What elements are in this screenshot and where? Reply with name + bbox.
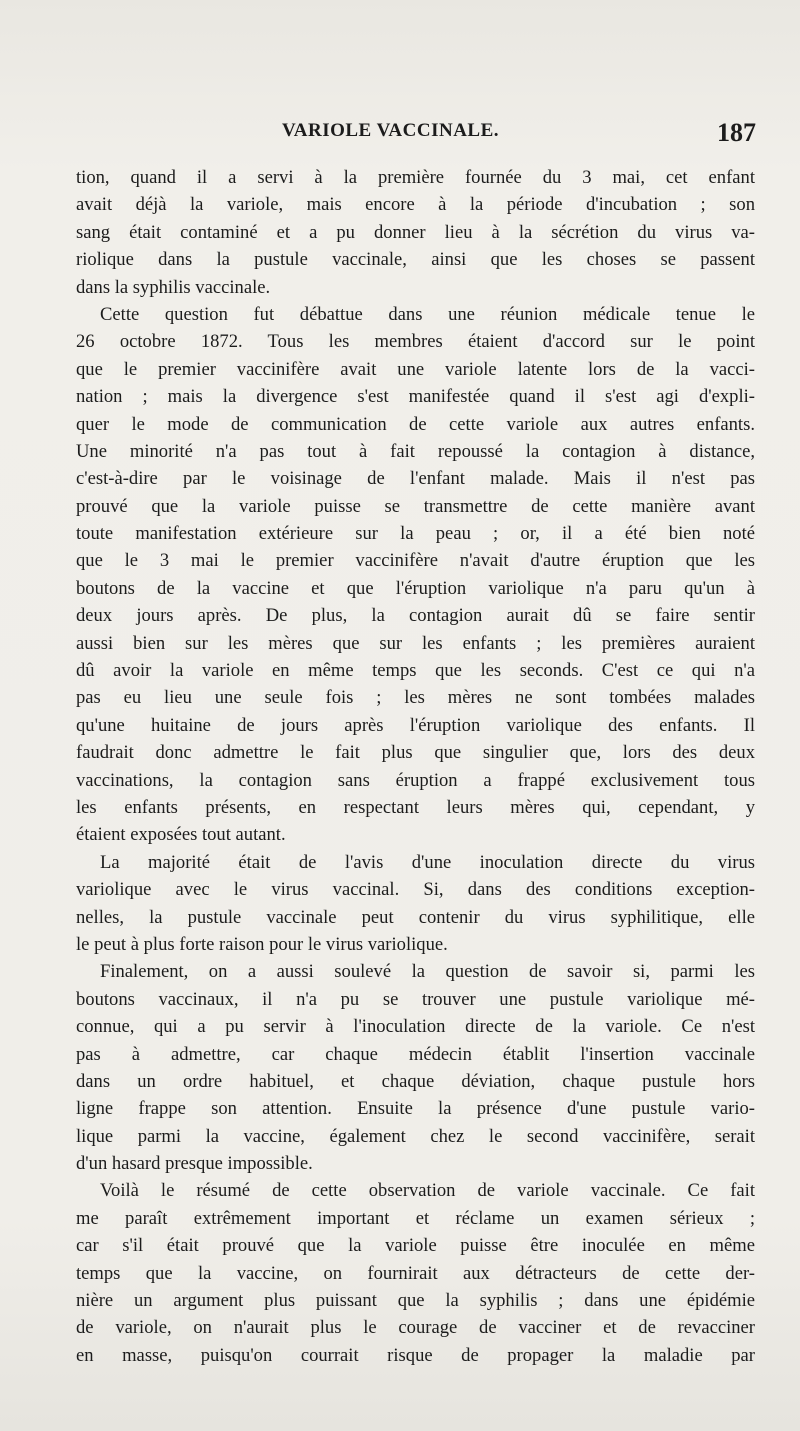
text-line: d'un hasard presque impossible. bbox=[76, 1153, 313, 1175]
text-line: étaient exposées tout autant. bbox=[76, 824, 286, 846]
text-line: nière un argument plus puissant que la syphilis ; dans une épidémie bbox=[76, 1290, 755, 1312]
text-line: temps que la vaccine, on fournirait aux détracteurs de cette der- bbox=[76, 1262, 755, 1284]
text-line: les enfants présents, en respectant leurs mères qui, cependant, y bbox=[76, 796, 755, 818]
text-line: dans un ordre habituel, et chaque déviation, chaque pustule hors bbox=[76, 1070, 755, 1092]
text-line: vaccinations, la contagion sans éruption a frappé exclusivement tous bbox=[76, 769, 755, 791]
text-line: riolique dans la pustule vaccinale, ainsi que les choses se passent bbox=[76, 249, 755, 271]
text-line: Voilà le résumé de cette observation de variole vaccinale. Ce fait bbox=[100, 1180, 755, 1202]
text-line: aussi bien sur les mères que sur les enfants ; les premières auraient bbox=[76, 632, 755, 654]
text-line: quer le mode de communication de cette variole aux autres enfants. bbox=[76, 413, 755, 435]
text-line: c'est-à-dire par le voisinage de l'enfant malade. Mais il n'est pas bbox=[76, 468, 755, 490]
text-line: le peut à plus forte raison pour le virus variolique. bbox=[76, 933, 448, 955]
text-line: qu'une huitaine de jours après l'éruption variolique des enfants. Il bbox=[76, 714, 755, 736]
text-line: 26 octobre 1872. Tous les membres étaient d'accord sur le point bbox=[76, 331, 755, 353]
text-line: ligne frappe son attention. Ensuite la présence d'une pustule vario- bbox=[76, 1098, 755, 1120]
text-line: pas eu lieu une seule fois ; les mères ne sont tombées malades bbox=[76, 687, 755, 709]
text-line: avait déjà la variole, mais encore à la période d'incubation ; son bbox=[76, 194, 755, 216]
page-number: 187 bbox=[717, 118, 756, 147]
text-line: sang était contaminé et a pu donner lieu à la sécrétion du virus va- bbox=[76, 221, 755, 243]
text-line: dû avoir la variole en même temps que les seconds. C'est ce qui n'a bbox=[76, 660, 755, 682]
text-line: connue, qui a pu servir à l'inoculation directe de la variole. Ce n'est bbox=[76, 1016, 755, 1038]
text-line: boutons vaccinaux, il n'a pu se trouver une pustule variolique mé- bbox=[76, 988, 755, 1010]
text-line: nation ; mais la divergence s'est manifestée quand il s'est agi d'expli- bbox=[76, 386, 755, 408]
text-line: car s'il était prouvé que la variole puisse être inoculée en même bbox=[76, 1235, 755, 1257]
text-line: nelles, la pustule vaccinale peut contenir du virus syphilitique, elle bbox=[76, 906, 755, 928]
text-line: boutons de la vaccine et que l'éruption variolique n'a paru qu'un à bbox=[76, 577, 755, 599]
text-line: lique parmi la vaccine, également chez le second vaccinifère, serait bbox=[76, 1125, 755, 1147]
text-line: variolique avec le virus vaccinal. Si, dans des conditions exception- bbox=[76, 879, 755, 901]
text-line: tion, quand il a servi à la première fournée du 3 mai, cet enfant bbox=[76, 167, 755, 188]
text-line: pas à admettre, car chaque médecin établit l'insertion vaccinale bbox=[76, 1043, 755, 1065]
text-line: La majorité était de l'avis d'une inoculation directe du virus bbox=[100, 851, 755, 873]
text-line: que le 3 mai le premier vaccinifère n'avait d'autre éruption que les bbox=[76, 550, 755, 572]
text-line: Cette question fut débattue dans une réunion médicale tenue le bbox=[100, 303, 755, 325]
text-line: faudrait donc admettre le fait plus que singulier que, lors des deux bbox=[76, 742, 755, 764]
text-line: deux jours après. De plus, la contagion aurait dû se faire sentir bbox=[76, 605, 755, 627]
text-line: que le premier vaccinifère avait une variole latente lors de la vacci- bbox=[76, 358, 755, 380]
text-line: Une minorité n'a pas tout à fait repoussé la contagion à distance, bbox=[76, 440, 755, 462]
text-line: dans la syphilis vaccinale. bbox=[76, 276, 271, 298]
text-line: toute manifestation extérieure sur la peau ; or, il a été bien noté bbox=[76, 523, 755, 545]
running-head: VARIOLE VACCINALE. bbox=[282, 120, 500, 141]
text-line: me paraît extrêmement important et réclame un examen sérieux ; bbox=[76, 1207, 755, 1229]
text-line: de variole, on n'aurait plus le courage de vacciner et de revacciner bbox=[76, 1317, 755, 1339]
text-line: Finalement, on a aussi soulevé la question de savoir si, parmi les bbox=[100, 961, 755, 983]
text-line: en masse, puisqu'on courrait risque de propager la maladie par bbox=[76, 1344, 755, 1366]
body-text bbox=[76, 164, 755, 1369]
text-line: prouvé que la variole puisse se transmettre de cette manière avant bbox=[76, 495, 755, 517]
page-header bbox=[76, 118, 756, 152]
